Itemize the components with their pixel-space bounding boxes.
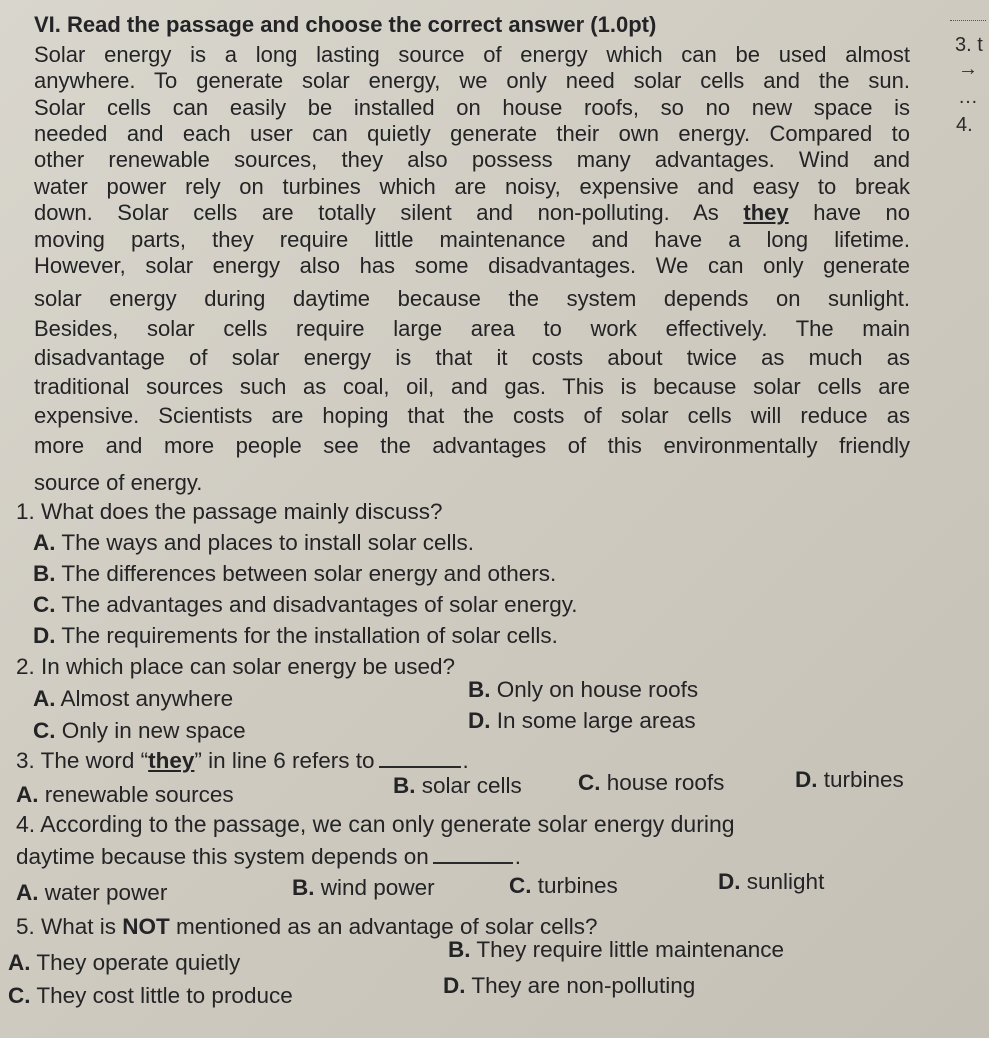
q5-option-b[interactable] xyxy=(448,937,784,963)
passage-line: However, solar energy also has some disadvantages. We can only generate xyxy=(34,253,910,278)
q4-option-a[interactable] xyxy=(16,880,167,906)
option-text: They operate quietly xyxy=(36,950,241,975)
passage-line: needed and each user can quietly generate their own energy. Compared to xyxy=(34,121,910,146)
option-letter: A. xyxy=(8,950,31,975)
question-text: 3. The word “ xyxy=(16,748,149,773)
question-4-line-2: daytime because this system depends on . xyxy=(16,844,521,869)
q2-option-b[interactable] xyxy=(468,677,698,703)
option-letter: C. xyxy=(8,983,31,1008)
underlined-word-they: they xyxy=(148,748,195,773)
passage-line: anywhere. To generate solar energy, we only need solar cells and the sun. xyxy=(34,68,910,93)
option-text: turbines xyxy=(823,767,904,792)
question-3: 3. The word “they” in line 6 refers to . xyxy=(16,748,469,773)
passage-line: Solar energy is a long lasting source of energy which can be used almost xyxy=(34,42,910,67)
option-letter: A. xyxy=(33,686,56,711)
passage-text: down. Solar cells are totally silent and non-polluting. As xyxy=(34,200,744,225)
option-letter: C. xyxy=(33,718,56,743)
q1-option-a[interactable] xyxy=(33,530,474,556)
passage-line-with-they xyxy=(34,200,910,226)
option-text: Only in new space xyxy=(61,718,246,743)
q3-option-b[interactable] xyxy=(393,773,522,799)
q2-option-a[interactable] xyxy=(33,686,233,712)
q5-option-a[interactable] xyxy=(8,950,240,976)
option-text: solar cells xyxy=(421,773,522,798)
option-letter: C. xyxy=(578,770,601,795)
q4-option-d[interactable] xyxy=(718,869,824,895)
margin-dotted-line xyxy=(950,20,986,21)
option-text: turbines xyxy=(537,873,618,898)
q5-option-c[interactable] xyxy=(8,983,293,1009)
q4-option-c[interactable] xyxy=(509,873,618,899)
passage-line: moving parts, they require little maintenance and have a long lifetime. xyxy=(34,227,910,252)
question-1: 1. What does the passage mainly discuss? xyxy=(16,499,443,524)
passage-line: expensive. Scientists are hoping that the costs of solar cells will reduce as xyxy=(34,403,910,428)
passage-line: water power rely on turbines which are noisy, expensive and easy to break xyxy=(34,174,910,199)
underlined-word-they: they xyxy=(743,200,789,225)
section-heading: VI. Read the passage and choose the correct answer (1.0pt) xyxy=(34,12,657,37)
q3-option-c[interactable] xyxy=(578,770,724,796)
option-letter: A. xyxy=(33,530,56,555)
option-text: wind power xyxy=(320,875,435,900)
option-text: The requirements for the installation of solar cells. xyxy=(61,623,558,648)
question-4-line-1: 4. According to the passage, we can only generate solar energy during xyxy=(16,811,735,837)
option-text: water power xyxy=(44,880,168,905)
q4-option-b[interactable] xyxy=(292,875,435,901)
q2-option-d[interactable] xyxy=(468,708,696,734)
option-text: The ways and places to install solar cells. xyxy=(61,530,475,555)
margin-dots: … xyxy=(958,86,978,108)
passage-line: other renewable sources, they also possess many advantages. Wind and xyxy=(34,147,910,172)
option-text: They are non-polluting xyxy=(471,973,696,998)
passage-line: traditional sources such as coal, oil, and gas. This is because solar cells are xyxy=(34,374,910,399)
option-text: sunlight xyxy=(746,869,825,894)
question-emphasis: NOT xyxy=(122,914,170,939)
q1-option-c[interactable] xyxy=(33,592,578,618)
q3-option-a[interactable] xyxy=(16,782,234,808)
question-text: daytime because this system depends on xyxy=(16,844,429,869)
passage-text: have no xyxy=(788,200,911,225)
question-text: mentioned as an advantage of solar cells? xyxy=(169,914,598,939)
option-text: They cost little to produce xyxy=(36,983,293,1008)
q2-option-c[interactable] xyxy=(33,718,246,744)
option-letter: B. xyxy=(292,875,315,900)
answer-blank[interactable] xyxy=(379,748,461,768)
question-text: ” in line 6 refers to xyxy=(194,748,375,773)
passage-line: Besides, solar cells require large area to work effectively. The main xyxy=(34,316,910,341)
option-letter: C. xyxy=(509,873,532,898)
q5-option-d[interactable] xyxy=(443,973,695,999)
option-text: The advantages and disadvantages of solar energy. xyxy=(61,592,578,617)
option-letter: B. xyxy=(448,937,471,962)
margin-number-4: 4. xyxy=(956,114,973,136)
q1-option-b[interactable] xyxy=(33,561,556,587)
option-text: They require little maintenance xyxy=(476,937,785,962)
option-text: house roofs xyxy=(606,770,725,795)
passage-line: disadvantage of solar energy is that it costs about twice as much as xyxy=(34,345,910,370)
margin-number-3: 3. t xyxy=(955,34,983,56)
option-text: Only on house roofs xyxy=(496,677,699,702)
option-text: renewable sources xyxy=(44,782,234,807)
option-letter: B. xyxy=(33,561,56,586)
option-letter: A. xyxy=(16,782,39,807)
option-letter: C. xyxy=(33,592,56,617)
passage-line: solar energy during daytime because the system depends on sunlight. xyxy=(34,286,910,311)
q1-option-d[interactable] xyxy=(33,623,558,649)
question-text: 5. What is xyxy=(16,914,123,939)
passage-line: source of energy. xyxy=(34,470,203,495)
passage-line: Solar cells can easily be installed on house roofs, so no new space is xyxy=(34,95,910,120)
option-letter: A. xyxy=(16,880,39,905)
option-text: Almost anywhere xyxy=(60,686,234,711)
q3-option-d[interactable] xyxy=(795,767,904,793)
option-letter: D. xyxy=(443,973,466,998)
option-letter: D. xyxy=(718,869,741,894)
option-letter: D. xyxy=(795,767,818,792)
arrow-icon: → xyxy=(958,58,978,80)
option-letter: B. xyxy=(393,773,416,798)
option-text: In some large areas xyxy=(496,708,696,733)
answer-blank[interactable] xyxy=(433,844,513,864)
question-2: 2. In which place can solar energy be used? xyxy=(16,654,456,679)
option-letter: D. xyxy=(33,623,56,648)
option-text: The differences between solar energy and others. xyxy=(61,561,557,586)
option-letter: D. xyxy=(468,708,491,733)
passage-line: more and more people see the advantages of this environmentally friendly xyxy=(34,433,910,458)
option-letter: B. xyxy=(468,677,491,702)
